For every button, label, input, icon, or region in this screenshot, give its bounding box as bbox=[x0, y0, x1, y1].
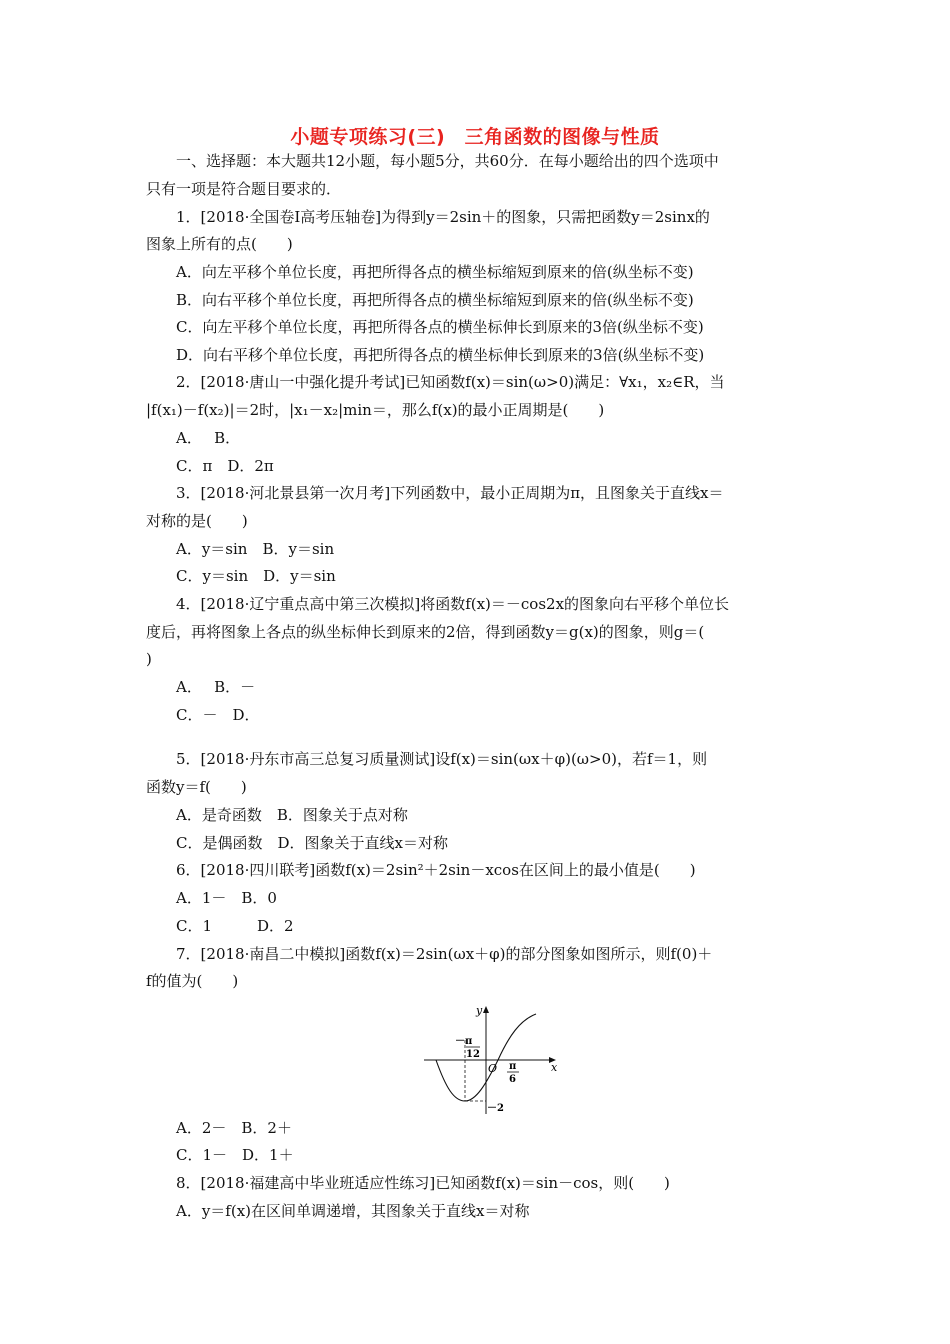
question-3-stem: 3．[2018·河北景县第一次月考]下列函数中，最小正周期为π，且图象关于直线x＝ bbox=[176, 484, 724, 502]
question-1-stem: 1．[2018·全国卷Ⅰ高考压轴卷]为得到y＝2sin＋的图象，只需把函数y＝2sinx的 bbox=[176, 208, 710, 226]
question-8-option-a: A．y＝f(x)在区间单调递增，其图象关于直线x＝对称 bbox=[176, 1202, 530, 1220]
question-7-options: C．1－ D．1＋ bbox=[176, 1146, 294, 1164]
question-4-stem: 4．[2018·辽宁重点高中第三次模拟]将函数f(x)＝－cos2x的图象向右平移个单位长 bbox=[176, 595, 730, 613]
x-axis-label: x bbox=[551, 1061, 558, 1074]
question-1-option-d: D．向右平移个单位长度，再把所得各点的横坐标伸长到原来的3倍(纵坐标不变) bbox=[176, 346, 705, 364]
section-intro-line: 一、选择题：本大题共12小题，每小题5分，共60分．在每小题给出的四个选项中 bbox=[176, 152, 719, 170]
question-5-stem: 5．[2018·丹东市高三总复习质量测试]设f(x)＝sin(ωx＋φ)(ω>0)，若f＝1，则 bbox=[176, 750, 708, 768]
question-5-stem: 函数y＝f( ) bbox=[146, 778, 247, 796]
question-7-stem: 7．[2018·南昌二中模拟]函数f(x)＝2sin(ωx＋φ)的部分图象如图所示，则f(0)＋ bbox=[176, 945, 713, 963]
question-5-options: A．是奇函数 B．图象关于点对称 bbox=[176, 806, 408, 824]
question-1-option-b: B．向右平移个单位长度，再把所得各点的横坐标缩短到原来的倍(纵坐标不变) bbox=[176, 291, 694, 309]
question-8-stem: 8．[2018·福建高中毕业班适应性练习]已知函数f(x)＝sin－cos，则( ) bbox=[176, 1174, 670, 1192]
right-tick-denominator: 6 bbox=[509, 1074, 516, 1085]
question-4-stem: ) bbox=[146, 650, 152, 668]
question-2-options: C．π D．2π bbox=[176, 457, 274, 475]
origin-label: O bbox=[488, 1062, 498, 1075]
question-6-stem: 6．[2018·四川联考]函数f(x)＝2sin²＋2sin－xcos在区间上的最小值是( ) bbox=[176, 861, 696, 879]
question-1-option-c: C．向左平移个单位长度，再把所得各点的横坐标伸长到原来的3倍(纵坐标不变) bbox=[176, 318, 704, 336]
question-3-options: C．y＝sin D．y＝sin bbox=[176, 567, 336, 585]
question-4-options: C．－ D． bbox=[176, 706, 260, 724]
question-2-stem: |f(x₁)－f(x₂)|＝2时，|x₁－x₂|min＝，那么f(x)的最小正周期是( ) bbox=[146, 401, 605, 419]
y-axis-label: y bbox=[476, 1004, 483, 1017]
question-3-stem: 对称的是( ) bbox=[146, 512, 248, 530]
left-tick-numerator: －π bbox=[455, 1036, 473, 1047]
question-6-options: C．1 D．2 bbox=[176, 917, 294, 935]
question-6-options: A．1－ B．0 bbox=[176, 889, 277, 907]
question-7-options: A．2－ B．2＋ bbox=[176, 1119, 292, 1137]
question-2-options: A． B． bbox=[176, 429, 241, 447]
question-5-options: C．是偶函数 D．图象关于直线x＝对称 bbox=[176, 834, 448, 852]
right-tick-numerator: π bbox=[509, 1061, 517, 1072]
y-axis-arrow-icon bbox=[483, 1006, 489, 1013]
question-4-stem: 度后，再将图象上各点的纵坐标伸长到原来的2倍，得到函数y＝g(x)的图象，则g＝( bbox=[146, 623, 705, 641]
question-1-option-a: A．向左平移个单位长度，再把所得各点的横坐标缩短到原来的倍(纵坐标不变) bbox=[176, 263, 694, 281]
sine-graph-figure bbox=[420, 998, 564, 1116]
question-7-stem: f的值为( ) bbox=[146, 972, 239, 990]
min-value-label: －2 bbox=[487, 1103, 504, 1114]
question-3-options: A．y＝sin B．y＝sin bbox=[176, 540, 335, 558]
question-1-stem: 图象上所有的点( ) bbox=[146, 235, 293, 253]
page-title: 小题专项练习(三) 三角函数的图像与性质 bbox=[290, 126, 660, 148]
section-intro-line: 只有一项是符合题目要求的． bbox=[146, 180, 342, 198]
question-4-options: A． B．－ bbox=[176, 678, 256, 696]
left-tick-denominator: 12 bbox=[466, 1049, 480, 1060]
question-2-stem: 2．[2018·唐山一中强化提升考试]已知函数f(x)＝sin(ω>0)满足：∀x₁，x₂∈R，当 bbox=[176, 373, 725, 391]
